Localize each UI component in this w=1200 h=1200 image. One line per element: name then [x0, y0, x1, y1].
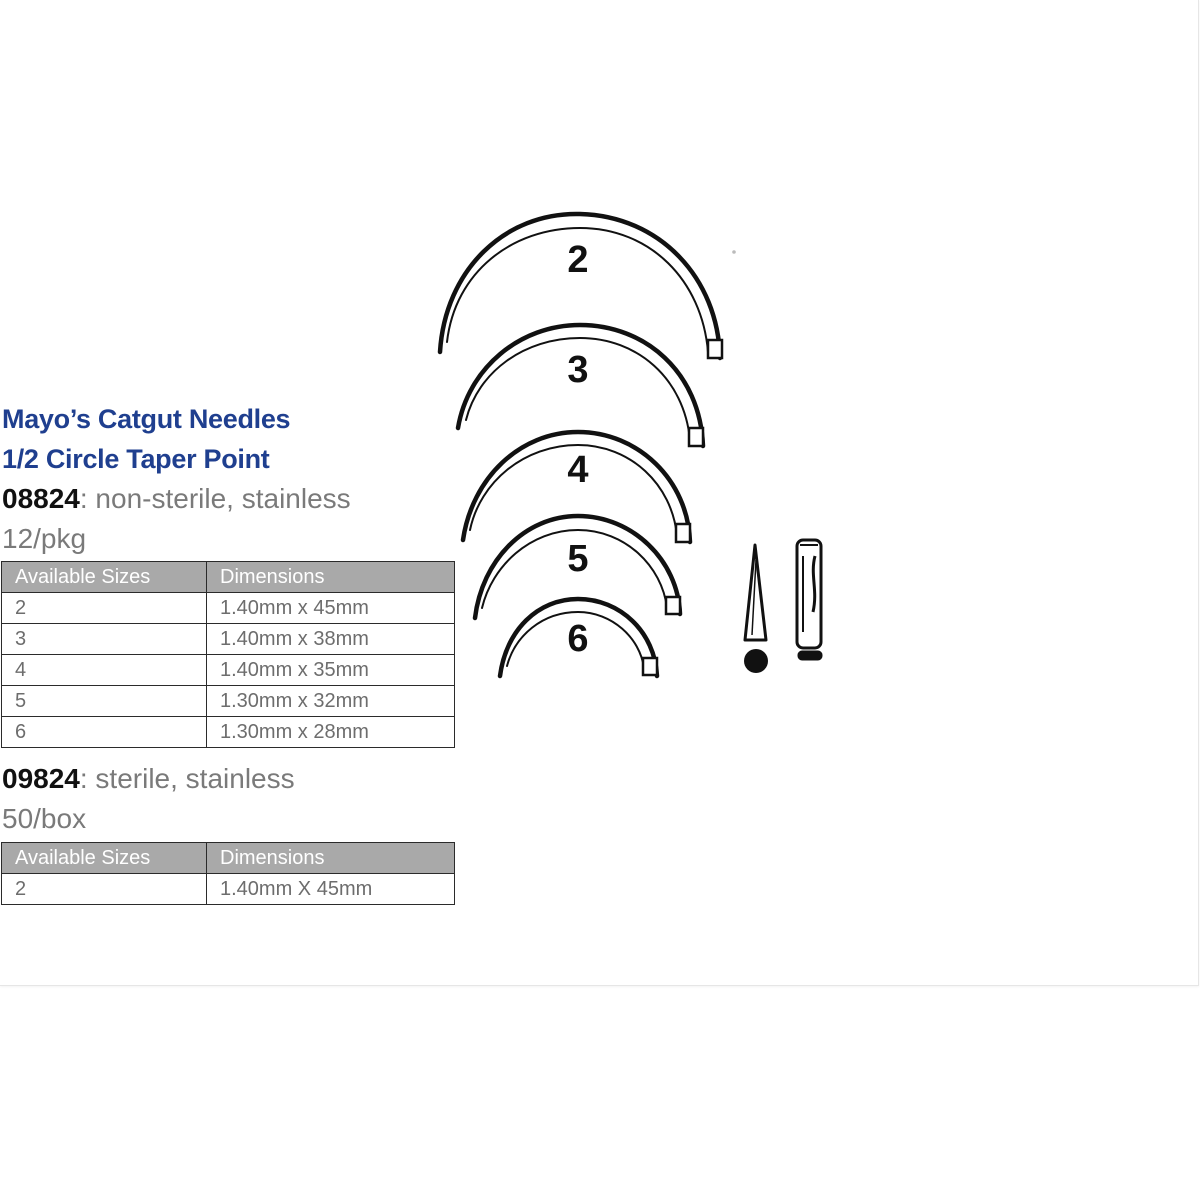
pack-size: 12/pkg [2, 523, 87, 554]
dimension-cell: 1.30mm x 28mm [207, 717, 455, 748]
needle-label-4: 4 [567, 449, 589, 491]
needle-label-3: 3 [567, 349, 589, 391]
dimension-cell: 1.40mm x 35mm [207, 655, 455, 686]
needle-size-2 [440, 214, 722, 358]
dimension-cell: 1.40mm X 45mm [207, 874, 455, 905]
column-header: Available Sizes [2, 843, 207, 874]
needle-eye-icon [797, 540, 822, 660]
product-code: 09824 [2, 763, 80, 794]
pack-size: 50/box [2, 803, 87, 834]
size-cell: 3 [2, 624, 207, 655]
needle-label-6: 6 [567, 618, 589, 660]
product-title: Mayo’s Catgut Needles [2, 404, 291, 434]
size-cell: 5 [2, 686, 207, 717]
product-code: 08824 [2, 483, 80, 514]
size-cell: 2 [2, 593, 207, 624]
speck [732, 250, 736, 254]
dimension-cell: 1.40mm x 45mm [207, 593, 455, 624]
dimension-cell: 1.40mm x 38mm [207, 624, 455, 655]
dimension-cell: 1.30mm x 32mm [207, 686, 455, 717]
product-description: : sterile, stainless [79, 763, 295, 794]
needle-label-5: 5 [567, 538, 589, 580]
product-description: : non-sterile, stainless [79, 483, 351, 514]
needle-label-2: 2 [567, 239, 589, 281]
column-header: Available Sizes [2, 562, 207, 593]
product-subtitle: 1/2 Circle Taper Point [2, 444, 270, 474]
taper-point-icon [744, 545, 768, 673]
size-cell: 4 [2, 655, 207, 686]
column-header: Dimensions [207, 562, 455, 593]
column-header: Dimensions [207, 843, 455, 874]
size-cell: 6 [2, 717, 207, 748]
size-cell: 2 [2, 874, 207, 905]
